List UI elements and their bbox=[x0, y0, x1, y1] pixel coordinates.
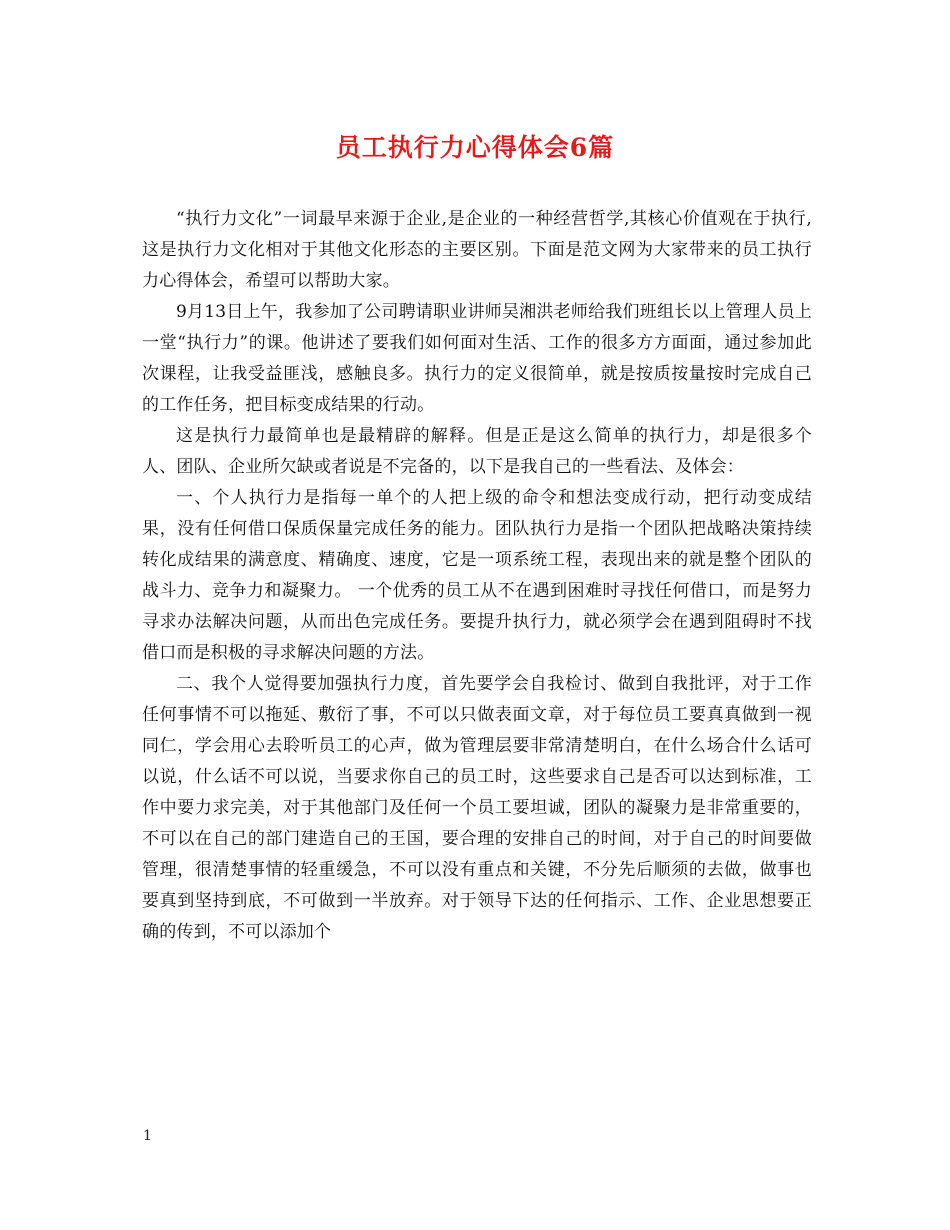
paragraph-explanation: 这是执行力最简单也是最精辟的解释。但是正是这么简单的执行力，却是很多个人、团队、企业所欠缺或者说是不完备的，以下是我自己的一些看法、及体会： bbox=[142, 426, 812, 477]
paragraph-point-one: 一、个人执行力是指每一单个的人把上级的命令和想法变成行动，把行动变成结果，没有任何借口保质保量完成任务的能力。团队执行力是指一个团队把战略决策持续转化成结果的满意度、精确度、速度，它是一项系统工程，表现出来的就是整个团队的战斗力、竞争力和凝聚力。 一个优秀的员工从不在遇到困难时寻找任何借口，而是努力寻求办法解决问题，从而出色完成任务。要提升执行力，就必须学会在遇到阻碍时不找借口而是积极的寻求解决问题的方法。 bbox=[142, 488, 812, 663]
paragraph-intro: “执行力文化”一词最早来源于企业,是企业的一种经营哲学,其核心价值观在于执行,这是执行力文化相对于其他文化形态的主要区别。下面是范文网为大家带来的员工执行力心得体会，希望可以帮助大家。 bbox=[142, 209, 812, 291]
page-number: 1 bbox=[143, 1128, 152, 1144]
paragraph-course: 9月13日上午，我参加了公司聘请职业讲师吴湘洪老师给我们班组长以上管理人员上一堂“执行力”的课。他讲述了要我们如何面对生活、工作的很多方方面面，通过参加此次课程，让我受益匪浅，感触良多。执行力的定义很简单，就是按质按量按时完成自己的工作任务，把目标变成结果的行动。 bbox=[142, 302, 812, 415]
document-title: 员工执行力心得体会6篇 bbox=[335, 133, 615, 162]
paragraph-point-two: 二、我个人觉得要加强执行力度，首先要学会自我检讨、做到自我批评，对于工作任何事情不可以拖延、敷衍了事，不可以只做表面文章，对于每位员工要真真做到一视同仁，学会用心去聆听员工的心声，做为管理层要非常清楚明白，在什么场合什么话可以说，什么话不可以说，当要求你自己的员工时，这些要求自己是否可以达到标准，工作中要力求完美，对于其他部门及任何一个员工要坦诚，团队的凝聚力是非常重要的，不可以在自己的部门建造自己的王国，要合理的安排自己的时间，对于自己的时间要做管理，很清楚事情的轻重缓急，不可以没有重点和关键，不分先后顺须的去做，做事也要真到坚持到底，不可做到一半放弃。对于领导下达的任何指示、工作、企业思想要正确的传到，不可以添加个 bbox=[142, 674, 812, 942]
document-body bbox=[142, 204, 812, 948]
